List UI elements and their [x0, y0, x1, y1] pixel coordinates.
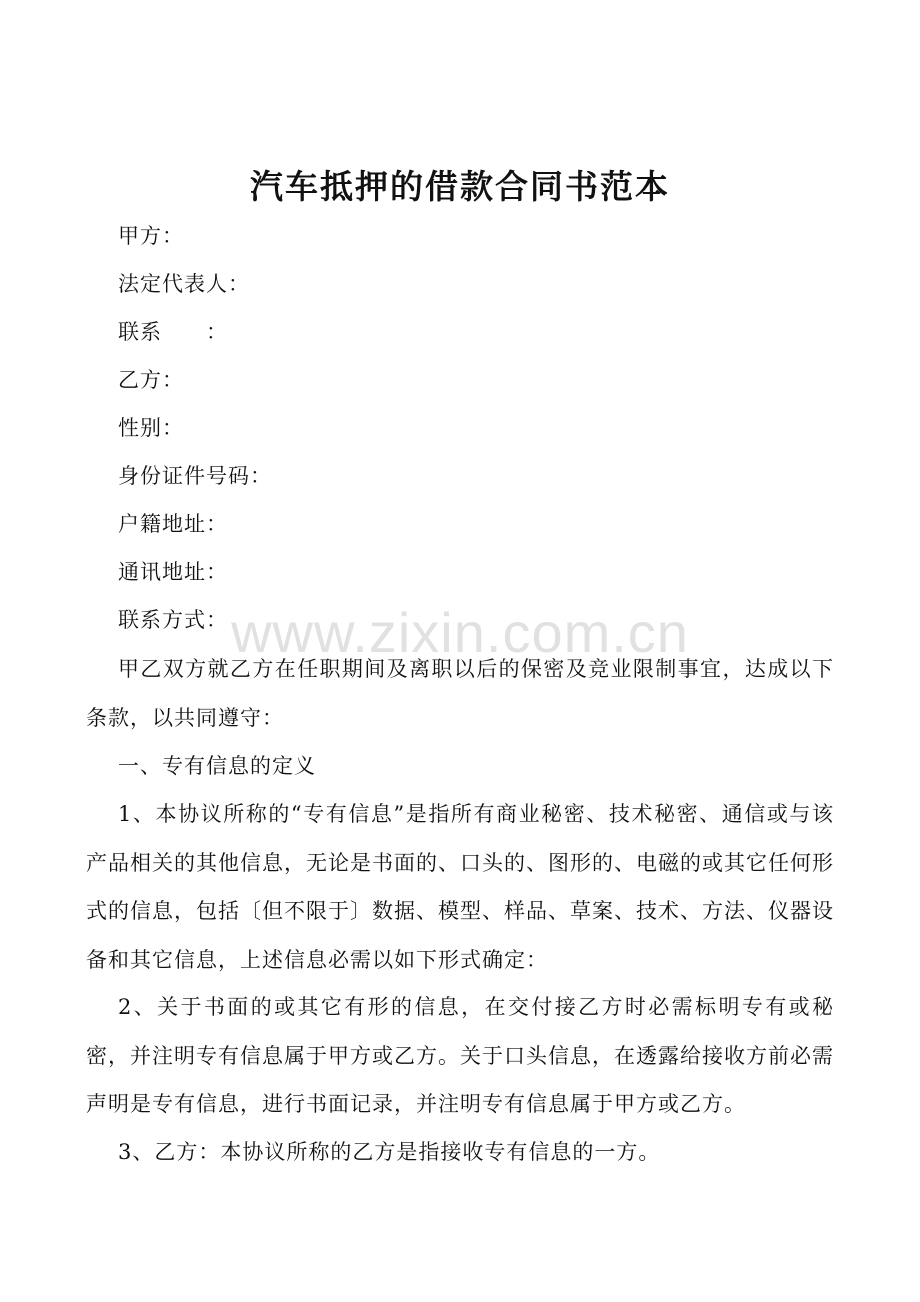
field-contact-method: 联系方式： — [118, 608, 228, 632]
section-heading: 一、专有信息的定义 — [118, 754, 316, 778]
field-household-address: 户籍地址： — [118, 512, 228, 536]
intro-paragraph: 甲乙双方就乙方在任职期间及离职以后的保密及竞业限制事宜，达成以下条款，以共同遵守： — [86, 657, 834, 730]
field-legal-representative: 法定代表人： — [118, 272, 250, 296]
field-id-number: 身份证件号码： — [118, 464, 272, 488]
field-party-b: 乙方： — [118, 368, 184, 392]
clause-2: 2、关于书面的或其它有形的信息，在交付接乙方时必需标明专有或秘密，并注明专有信息属于甲方或乙方。关于口头信息，在透露给接收方前必需声明是专有信息，进行书面记录，并注明专有信息属于甲方或乙方。 — [86, 995, 834, 1116]
watermark: www.zixin.com.cn — [231, 601, 689, 664]
document-title: 汽车抵押的借款合同书范本 — [250, 167, 670, 206]
clause-1: 1、本协议所称的“专有信息”是指所有商业秘密、技术秘密、通信或与该产品相关的其他信息，无论是书面的、口头的、图形的、电磁的或其它任何形式的信息，包括〔但不限于〕数据、模型、样品、草案、技术、方法、仪器设备和其它信息，上述信息必需以如下形式确定： — [86, 802, 834, 972]
field-contact: 联系 ： — [118, 320, 228, 344]
clause-3: 3、乙方：本协议所称的乙方是指接收专有信息的一方。 — [118, 1140, 661, 1164]
field-gender: 性别： — [118, 416, 184, 440]
field-party-a: 甲方： — [118, 224, 184, 248]
field-mailing-address: 通讯地址： — [118, 560, 228, 584]
